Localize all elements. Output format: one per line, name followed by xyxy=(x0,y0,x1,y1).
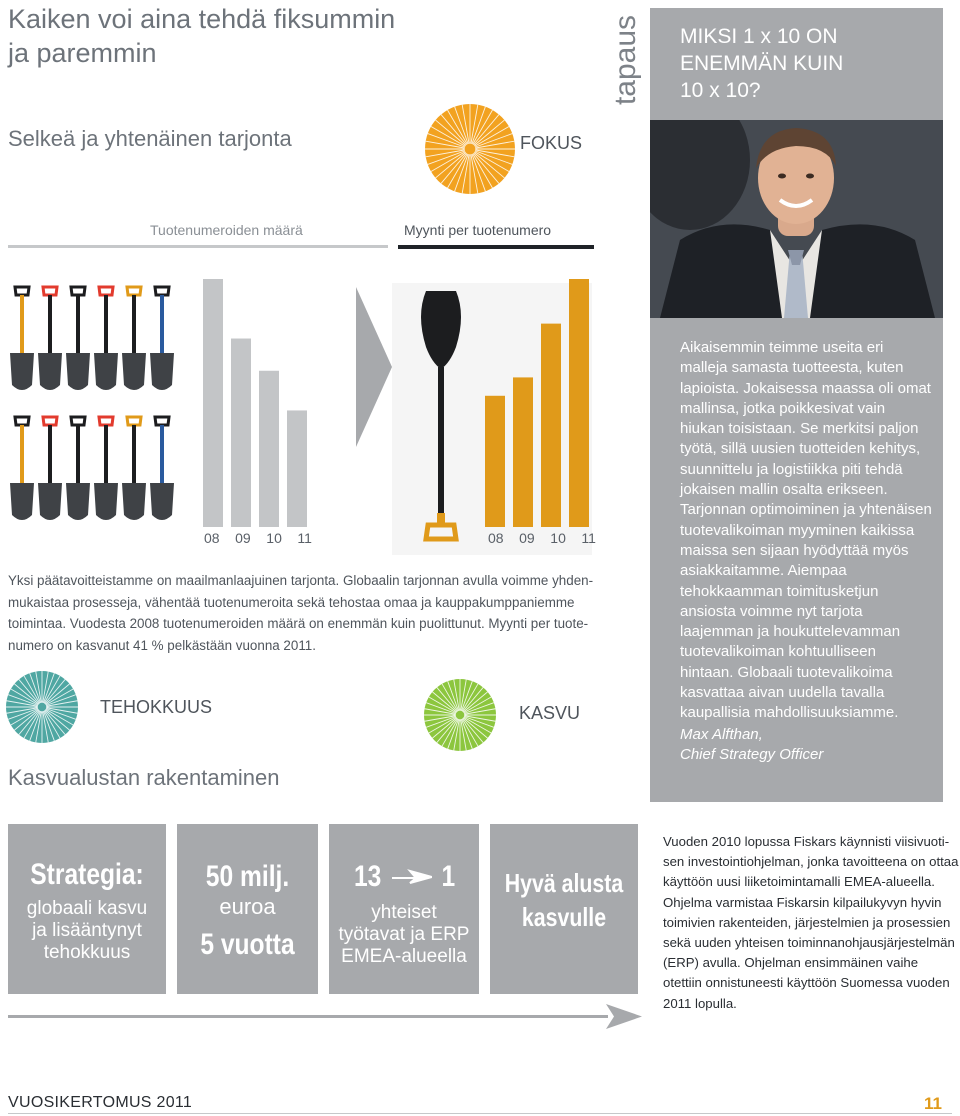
erp-heading xyxy=(329,860,479,894)
year-label: 10 xyxy=(550,530,566,546)
bar-09 xyxy=(231,339,251,527)
chart-title-count: Tuotenumeroiden määrä xyxy=(150,222,303,238)
year-label: 08 xyxy=(204,530,220,546)
tapaus-label xyxy=(596,0,656,120)
investment-box xyxy=(177,824,318,994)
signature-title: Chief Strategy Officer xyxy=(680,745,824,763)
footer-report-title: VUOSIKERTOMUS 2011 xyxy=(8,1094,193,1111)
bar-09 xyxy=(513,377,533,527)
arrow-right-icon xyxy=(392,869,432,885)
years-count xyxy=(204,530,312,546)
bars-count-group xyxy=(203,279,307,527)
platform-line1: Hyvä alusta xyxy=(504,868,624,898)
strategy-line2: ja lisääntynyt xyxy=(32,920,142,941)
page-title xyxy=(8,2,395,70)
page-number: 11 xyxy=(924,1094,942,1113)
footer-rule xyxy=(8,1113,952,1114)
fokus-sunburst-icon xyxy=(425,104,515,194)
chart-rule-left xyxy=(8,245,388,248)
strategy-line3: tehokkuus xyxy=(43,942,131,963)
erp-from: 13 xyxy=(353,860,382,893)
question-box xyxy=(650,8,943,120)
investment-unit: euroa xyxy=(219,894,276,919)
erp-to: 1 xyxy=(441,860,456,893)
sidebar-quote-box xyxy=(650,318,943,802)
strategy-line1: globaali kasvu xyxy=(26,898,148,919)
bar-11 xyxy=(287,410,307,527)
many-shovels-group xyxy=(10,287,174,520)
tehokkuus-sunburst-icon xyxy=(6,671,78,743)
year-label: 10 xyxy=(266,530,282,546)
bar-08 xyxy=(203,279,223,527)
fokus-label: FOKUS xyxy=(520,133,583,153)
page-title-line1: Kaiken voi aina tehdä fiksummin xyxy=(8,4,396,34)
bar-08 xyxy=(485,396,505,527)
investment-amount: 50 milj. xyxy=(205,860,290,893)
timeline-arrow-icon xyxy=(8,1004,642,1030)
investment-duration: 5 vuotta xyxy=(200,928,295,961)
portrait-illustration xyxy=(650,120,943,318)
chart-title-sales: Myynti per tuotenumero xyxy=(404,222,552,238)
question-line3: 10 x 10? xyxy=(680,79,761,102)
transition-arrow-icon xyxy=(356,287,392,447)
year-label: 09 xyxy=(235,530,251,546)
sidebar-quote: Aikaisemmin teimme useita eri malleja samasta tuotteesta, kuten lapioista. Jokaisessa maassa oli omat mallinsa, jotka poikkesivat vain hiukan toisistaan. Se merkitsi paljon työtä, sillä uusien tuotteiden kehitys, suunnittelu ja logistiikka piti tehdä jokaisen mallin osalta erikseen. Tarjonnan optimoiminen ja yhtenäisen tuotevalikoiman myyminen kaikissa maissa sen sijaan hyödyttää myös asiakkaitamme. Aiempaa tehokkaamman toimitusketjun ansiosta voimme nyt tarjota laajemman ja houkuttelevamman tuotevalikoiman kohtuulliseen hintaan. Globaali tuotevalikoima kasvattaa aivan uudella tavalla kaupallisia mahdollisuuksiamme. xyxy=(680,339,932,722)
erp-line3: EMEA-alueella xyxy=(341,946,467,967)
portrait-photo xyxy=(650,120,943,318)
signature-name: Max Alfthan, xyxy=(680,725,763,743)
erp-line1: yhteiset xyxy=(371,902,437,923)
erp-line2: työtavat ja ERP xyxy=(338,924,470,945)
chart-rule-right xyxy=(398,245,594,249)
product-chart xyxy=(0,255,600,555)
strategy-title: Strategia: xyxy=(30,858,144,891)
tapaus-text: tapaus xyxy=(609,14,642,106)
years-sales xyxy=(488,530,596,546)
tehokkuus-label: TEHOKKUUS xyxy=(100,697,213,717)
year-label: 09 xyxy=(519,530,535,546)
platform-box xyxy=(490,824,638,994)
question-line2: ENEMMÄN KUIN xyxy=(680,52,844,75)
page-title-line2: ja paremmin xyxy=(8,38,157,68)
body-paragraph: Yksi päätavoitteistamme on maailmanlaajuinen tarjonta. Globaalin tarjonnan avulla voimme yhden-mukaistaa prosesseja, vähentää tuotenumeroita sekä tehostaa omaa ja kauppakumppaniemme toimintaa. Vuodesta 2008 tuotenumeroiden määrä on enemmän kuin puolittunut. Myynti per tuote-numero on kasvanut 41 % pelkästään vuonna 2011. xyxy=(8,573,594,653)
bar-10 xyxy=(541,324,561,527)
year-label: 08 xyxy=(488,530,504,546)
question-line1: MIKSI 1 x 10 ON xyxy=(680,25,838,48)
bar-11 xyxy=(569,279,589,527)
platform-line2: kasvulle xyxy=(521,902,607,932)
year-label: 11 xyxy=(297,530,312,546)
kasvu-label: KASVU xyxy=(519,703,581,723)
kasvu-sunburst-icon xyxy=(424,679,496,751)
investment-program-text: Vuoden 2010 lopussa Fiskars käynnisti viisivuoti-sen investointiohjelman, jonka tavoitteena on ottaa käyttöön uusi liiketoimintamalli EMEA-alueella. Ohjelma varmistaa Fiskarsin kilpailukyvyn hyvin toimivien rakenteiden, järjestelmien ja prosessien sekä uuden yhteisen toiminnanohjausjärjestelmän (ERP) avulla. Ohjelman ensimmäinen vaihe otettiin onnistuneesti käyttöön Suomessa vuoden 2011 lopulla. xyxy=(663,834,959,1011)
year-label: 11 xyxy=(581,530,596,546)
bar-10 xyxy=(259,371,279,527)
erp-box xyxy=(329,824,479,994)
strategy-box xyxy=(8,824,166,994)
kasvualusta-heading: Kasvualustan rakentaminen xyxy=(8,765,280,790)
section-subtitle: Selkeä ja yhtenäinen tarjonta xyxy=(8,126,292,151)
